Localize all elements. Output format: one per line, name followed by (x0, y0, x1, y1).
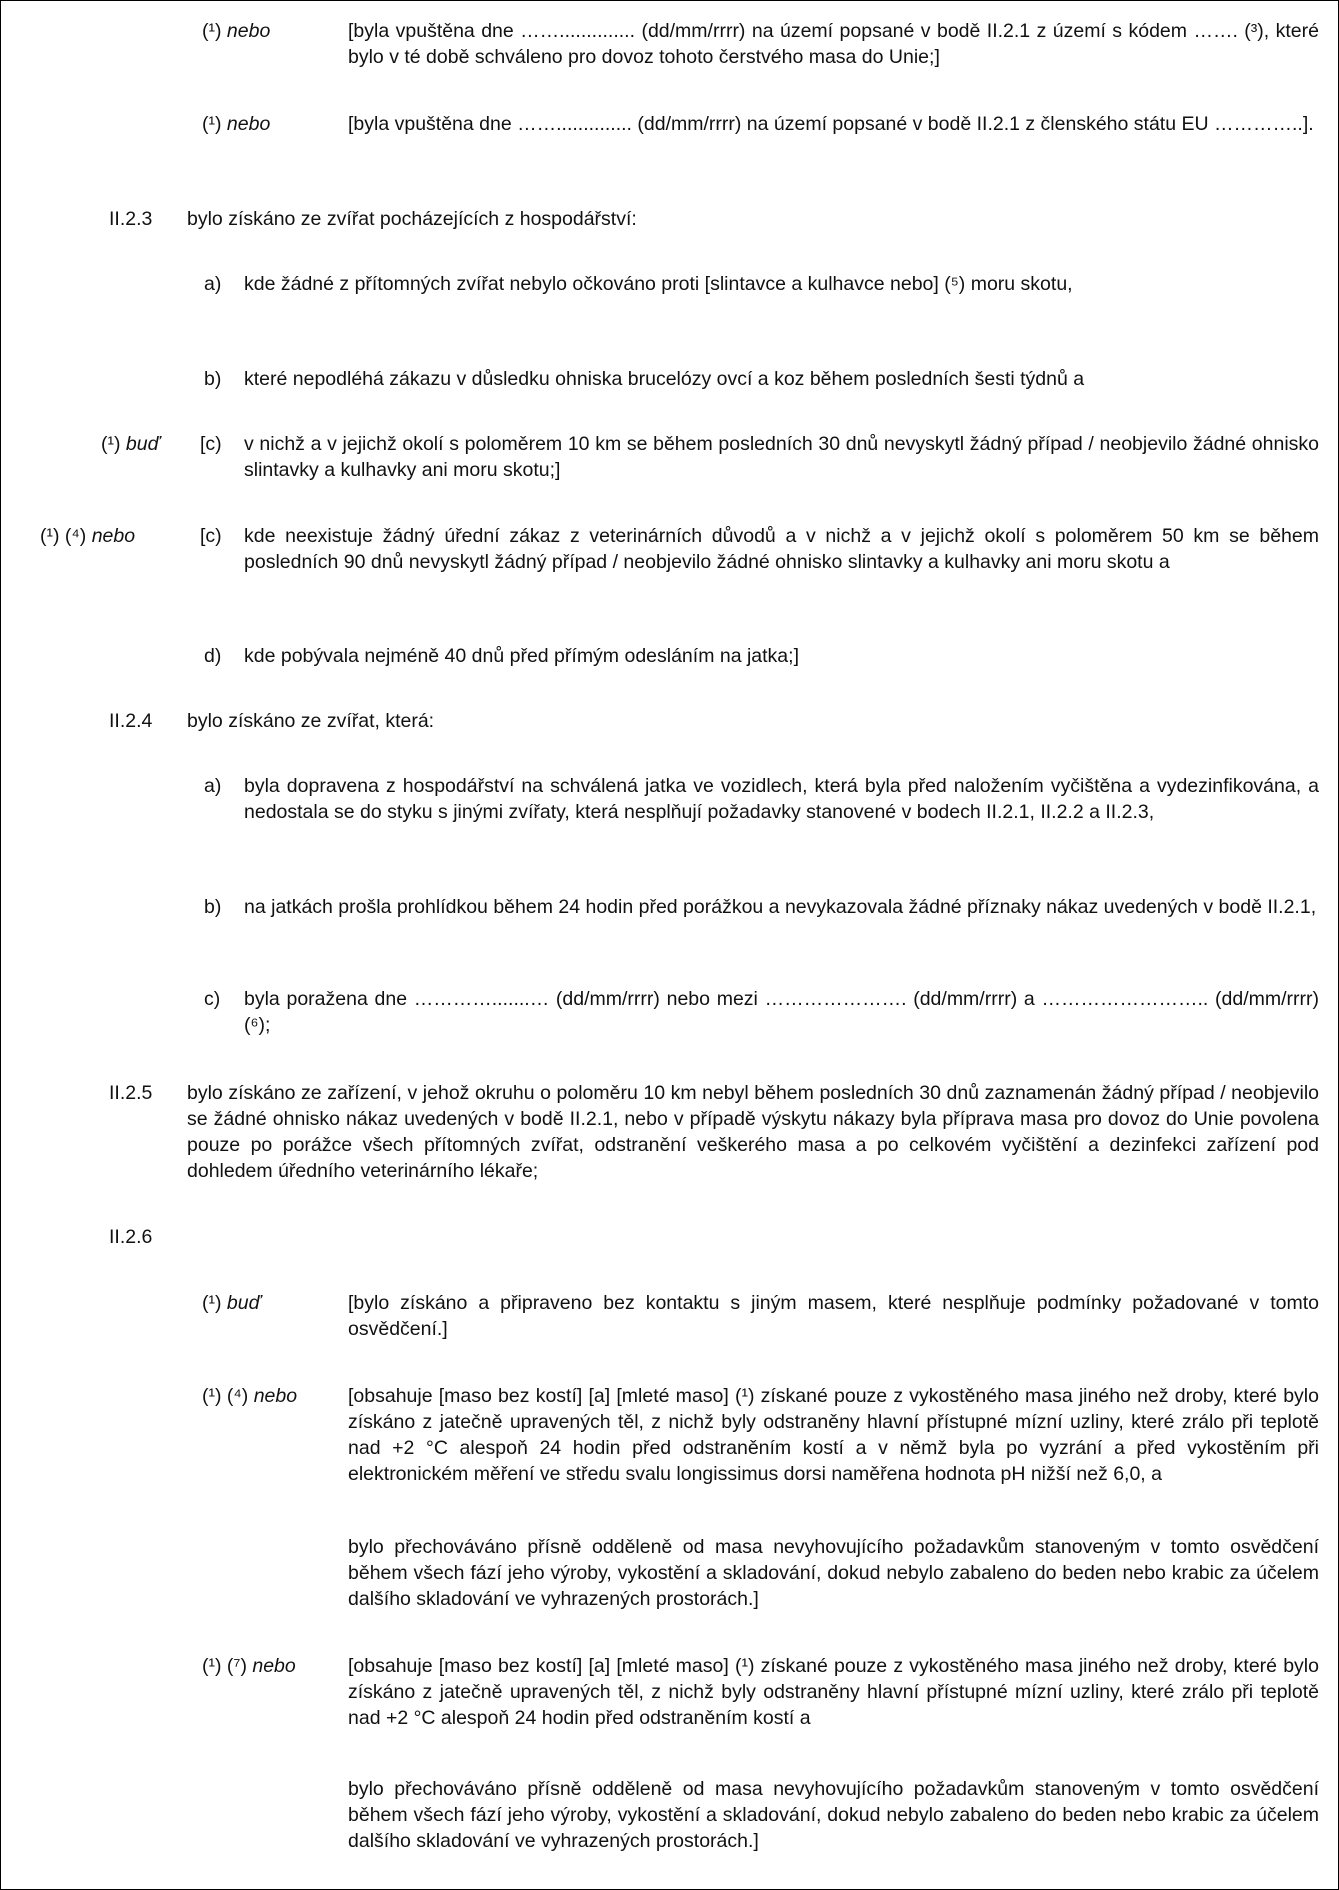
section-number: II.2.3 (109, 208, 153, 230)
option-label: (¹) nebo (202, 113, 271, 135)
option-label: (¹) buď (202, 1292, 261, 1314)
item-letter: a) (204, 775, 222, 797)
item-text: byla dopravena z hospodářství na schválená jatka ve vozidlech, která byla před naložením vyčištěna a vydezinfikována, a nedostala se do styku s jinými zvířaty, která nesplňují požadavky stanovené v bodech II.2.1, II.2.2 a II.2.3, (244, 775, 1319, 823)
item-letter: b) (204, 368, 222, 390)
option-label: (¹) nebo (202, 20, 271, 42)
section-text: bylo získáno ze zvířat pocházejících z hospodářství: (187, 208, 637, 230)
option-text: [bylo získáno a připraveno bez kontaktu s jiným masem, které nesplňuje podmínky požadované v tomto osvědčení.] (348, 1292, 1319, 1340)
section-text: bylo získáno ze zvířat, která: (187, 710, 435, 732)
option-text: [byla vpuštěna dne …….............. (dd/mm/rrrr) na území popsané v bodě II.2.1 z členského státu EU …………..]. (348, 113, 1314, 135)
item-text: v nichž a v jejichž okolí s poloměrem 10 km se během posledních 30 dnů nevyskytl žádný případ / neobjevilo žádné ohnisko slintavky a kulhavky ani moru skotu;] (244, 433, 1319, 481)
item-letter: [c) (200, 525, 222, 547)
section-text: bylo získáno ze zařízení, v jehož okruhu o poloměru 10 km nebyl během posledních 30 dnů zaznamenán žádný případ / neobjevilo se žádné ohnisko nákaz uvedených v bodě II.2.1, nebo v případě výskytu nákazy byla příprava masa pro dovoz do Unie povolena pouze po porážce všech přítomných zvířat, odstranění veškerého masa a po celkovém vyčištění a dezinfekci zařízení pod dohledem úředního veterinárního lékaře; (187, 1082, 1319, 1182)
item-text: na jatkách prošla prohlídkou během 24 hodin před porážkou a nevykazovala žádné příznaky nákaz uvedených v bodě II.2.1, (244, 896, 1317, 918)
item-text: kde pobývala nejméně 40 dnů před přímým odesláním na jatka;] (244, 645, 799, 667)
option-label: (¹) buď (101, 433, 160, 455)
section-number: II.2.6 (109, 1226, 153, 1248)
item-letter: c) (204, 988, 221, 1010)
item-letter: [c) (200, 433, 222, 455)
item-text: které nepodléhá zákazu v důsledku ohniska brucelózy ovcí a koz během posledních šesti týdnů a (244, 368, 1085, 390)
option-text-continued: bylo přechováváno přísně odděleně od masa nevyhovujícího požadavkům stanoveným v tomto osvědčení během všech fází jeho výroby, vykostění a skladování, dokud nebylo zabaleno do beden nebo krabic za účelem dalšího skladování ve vyhrazených prostorách.] (348, 1778, 1319, 1852)
item-text: byla poražena dne ………….......… (dd/mm/rrrr) nebo mezi …………………. (dd/mm/rrrr) a …………………….. (dd/mm/rrrr) (⁶); (244, 988, 1319, 1036)
option-label: (¹) (⁷) nebo (202, 1655, 296, 1677)
section-number: II.2.4 (109, 710, 153, 732)
option-text: [byla vpuštěna dne …….............. (dd/mm/rrrr) na území popsané v bodě II.2.1 z území s kódem ……. (³), které bylo v té době schváleno pro dovoz tohoto čerstvého masa do Unie;] (348, 20, 1319, 68)
section-number: II.2.5 (109, 1082, 153, 1104)
item-letter: b) (204, 896, 222, 918)
item-text: kde neexistuje žádný úřední zákaz z veterinárních důvodů a v nichž a v jejichž okolí s poloměrem 50 km se během posledních 90 dnů nevyskytl žádný případ / neobjevilo žádné ohnisko slintavky a kulhavky ani moru skotu a (244, 525, 1319, 573)
option-label: (¹) (⁴) nebo (202, 1385, 298, 1407)
option-text-continued: bylo přechováváno přísně odděleně od masa nevyhovujícího požadavkům stanoveným v tomto osvědčení během všech fází jeho výroby, vykostění a skladování, dokud nebylo zabaleno do beden nebo krabic za účelem dalšího skladování ve vyhrazených prostorách.] (348, 1536, 1319, 1610)
item-text: kde žádné z přítomných zvířat nebylo očkováno proti [slintavce a kulhavce nebo] (⁵) moru skotu, (244, 273, 1073, 295)
item-letter: d) (204, 645, 222, 667)
item-letter: a) (204, 273, 222, 295)
option-label: (¹) (⁴) nebo (40, 525, 136, 547)
option-text: [obsahuje [maso bez kostí] [a] [mleté maso] (¹) získané pouze z vykostěného masa jiného než droby, které bylo získáno z jatečně upravených těl, z nichž byly odstraněny hlavní přístupné mízní uzliny, které zrálo při teplotě nad +2 °C alespoň 24 hodin před odstraněním kostí a v němž byla po vyzrání a před vykostěním při elektronickém měření ve středu svalu longissimus dorsi naměřena hodnota pH nižší než 6,0, a (348, 1385, 1319, 1485)
option-text: [obsahuje [maso bez kostí] [a] [mleté maso] (¹) získané pouze z vykostěného masa jiného než droby, které bylo získáno z jatečně upravených těl, z nichž byly odstraněny hlavní přístupné mízní uzliny, které zrálo při teplotě nad +2 °C alespoň 24 hodin před odstraněním kostí a (348, 1655, 1319, 1729)
